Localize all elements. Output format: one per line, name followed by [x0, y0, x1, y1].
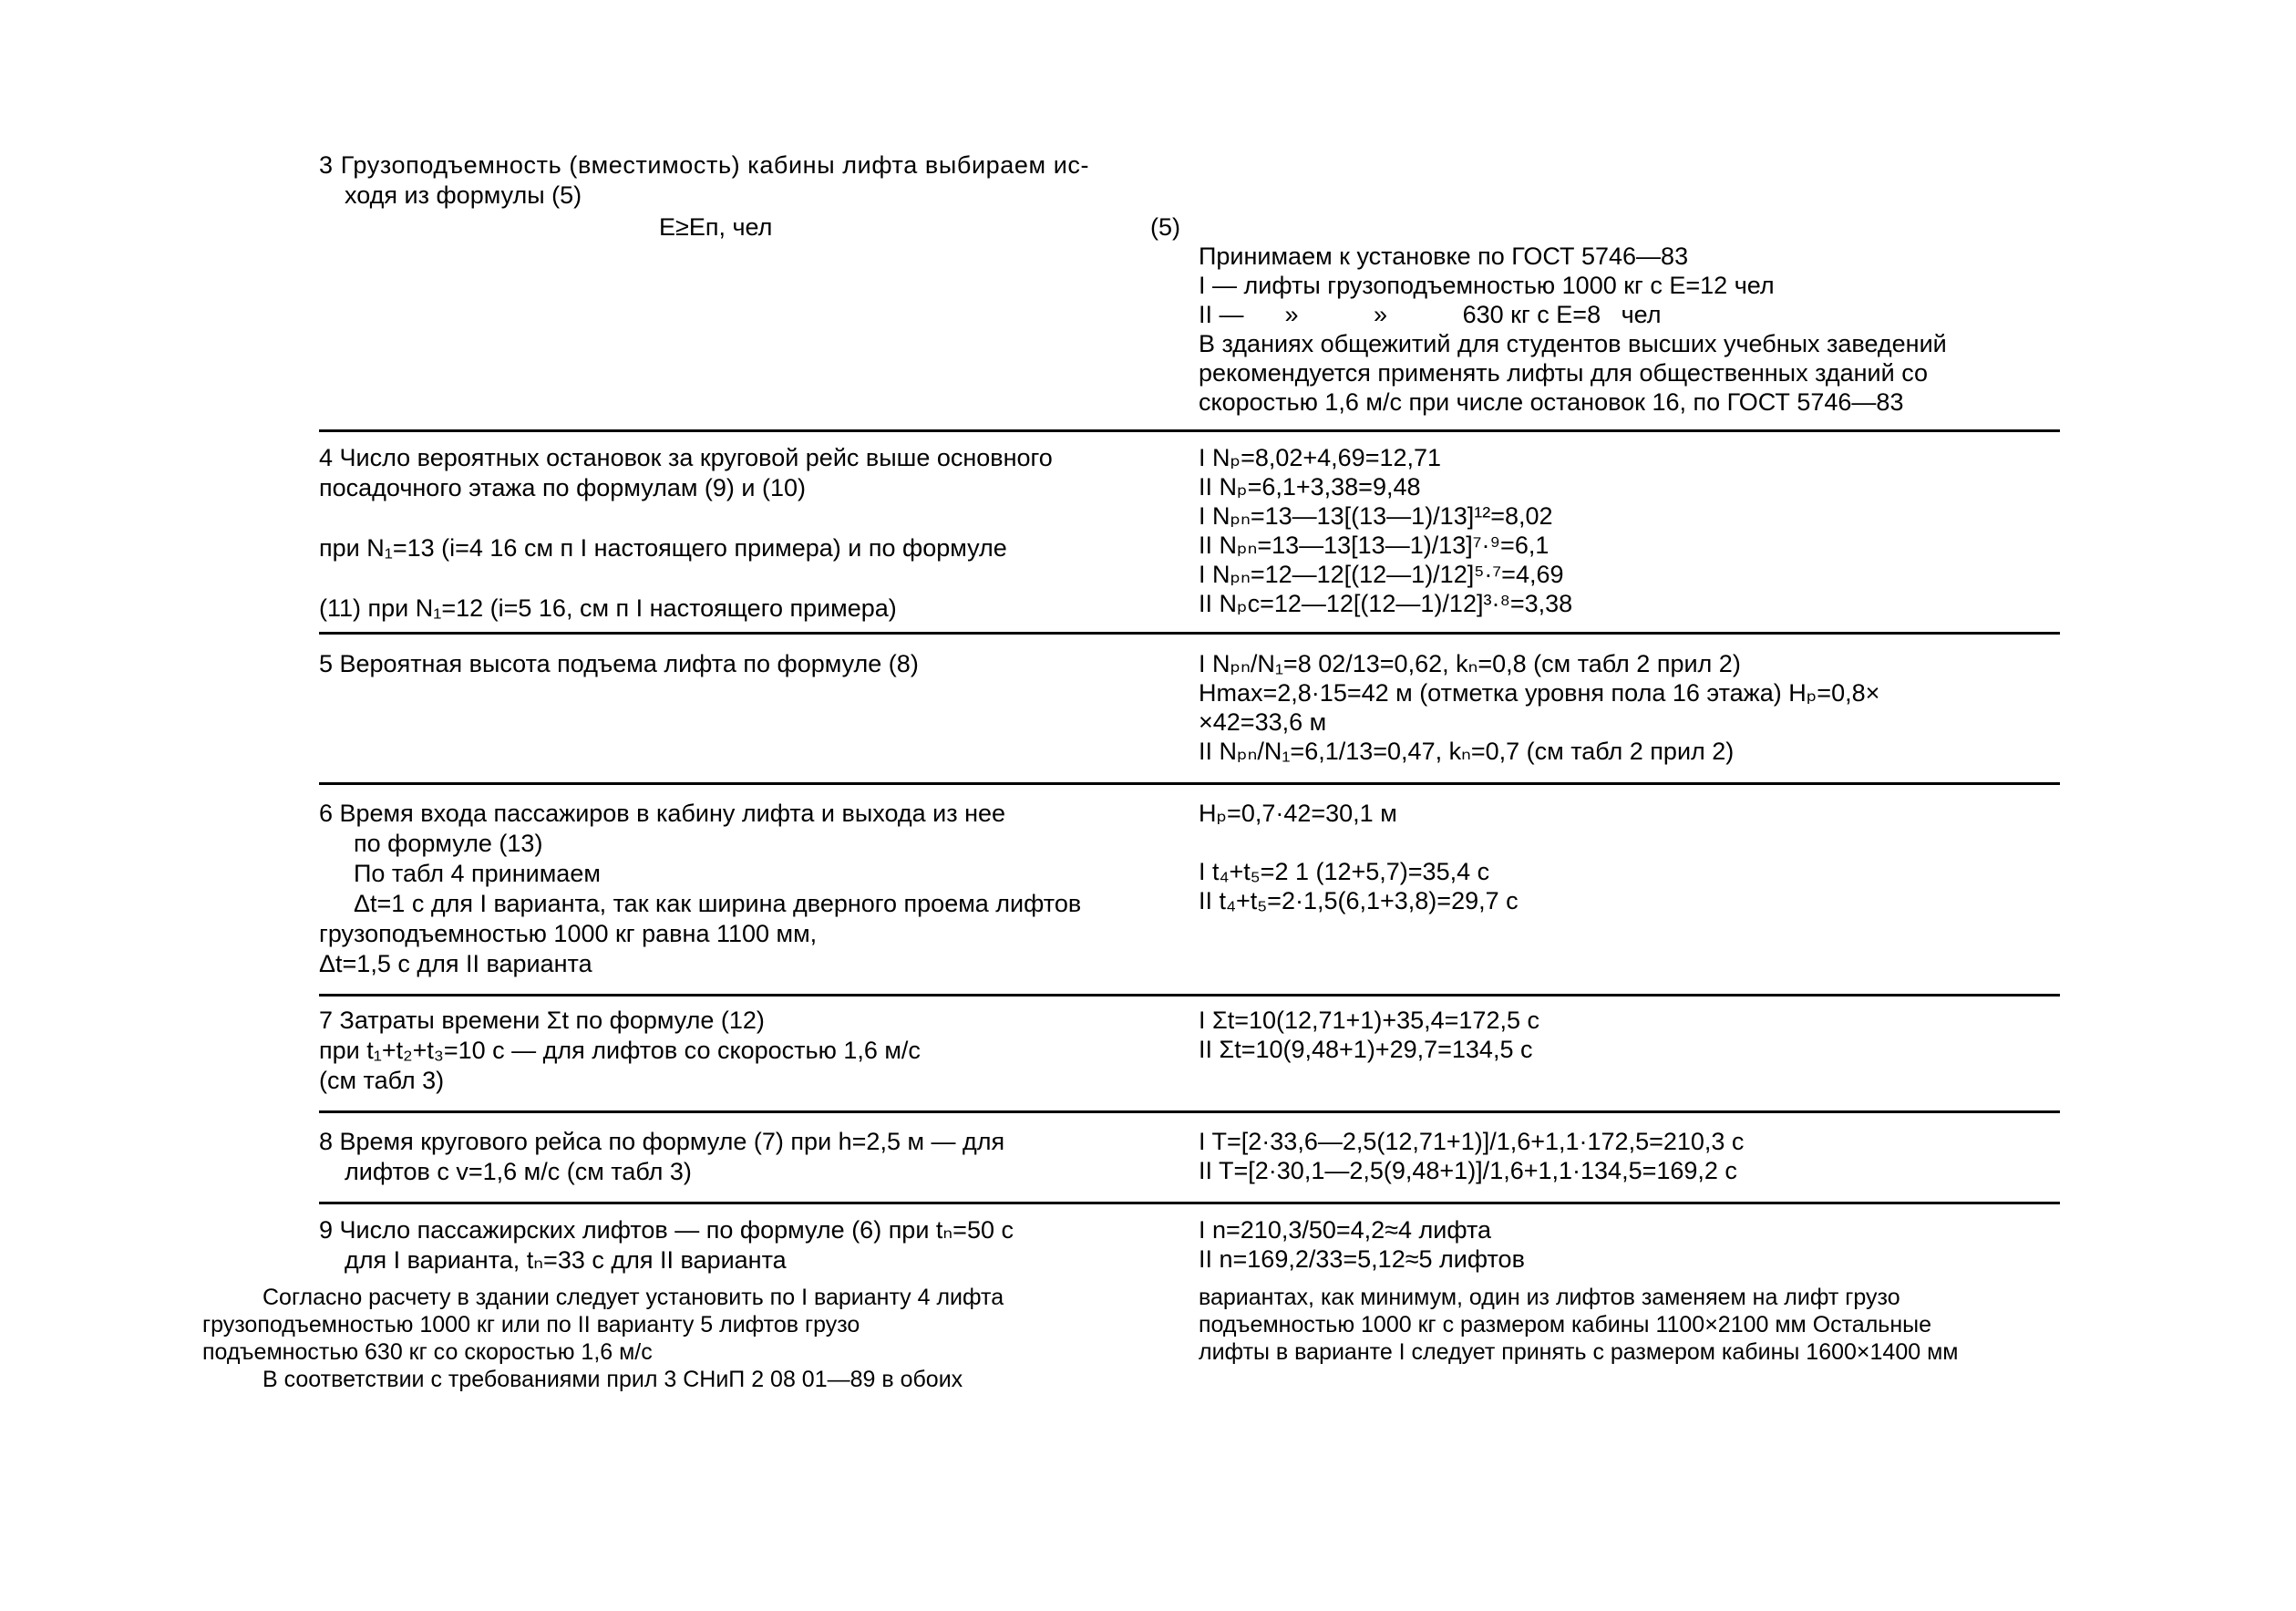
text-line: II t₄+t₅=2·1,5(6,1+3,8)=29,7 с [1199, 887, 1519, 914]
text-line: II T=[2·30,1—2,5(9,48+1)]/1,6+1,1·134,5=169,2 с [1199, 1157, 1737, 1184]
text-line: для I варианта, tₙ=33 с для II варианта [345, 1246, 787, 1274]
text-line: I — лифты грузоподъемностью 1000 кг с E=12 чел [1199, 272, 1775, 299]
text-line: 4 Число вероятных остановок за круговой рейс выше основного [319, 444, 1053, 471]
row-4-result [1199, 443, 2060, 618]
text-line: II Nₚ=6,1+3,38=9,48 [1199, 473, 1421, 501]
text-line: Согласно расчету в здании следует установить по I варианту 4 лифта [263, 1285, 1004, 1310]
text-line: I T=[2·33,6—2,5(12,71+1)]/1,6+1,1·172,5=210,3 с [1199, 1128, 1745, 1155]
row-divider [319, 994, 2060, 997]
text-line: Hmax=2,8·15=42 м (отметка уровня пола 16 этажа) Hₚ=0,8× [1199, 679, 1880, 707]
row-6-description [319, 799, 1185, 979]
row-7-result [1199, 1006, 2060, 1064]
text-line: (см табл 3) [319, 1067, 445, 1094]
calc-row-3 [319, 150, 2060, 424]
row-5-description [319, 649, 1185, 679]
calc-row-4 [319, 443, 2060, 625]
text-line: 7 Затраты времени Σt по формуле (12) [319, 1007, 765, 1034]
text-line: II — » » 630 кг с E=8 чел [1199, 301, 1662, 328]
text-line: лифтов с v=1,6 м/с (см табл 3) [345, 1158, 692, 1185]
text-line: В зданиях общежитий для студентов высших учебных заведений [1199, 330, 1947, 357]
text-line: грузоподъемностью 1000 кг или по II варианту 5 лифтов грузо [202, 1312, 860, 1337]
row-divider [319, 632, 2060, 635]
calc-row-9 [319, 1215, 2060, 1279]
row-9-description [319, 1215, 1185, 1275]
text-line: II n=169,2/33=5,12≈5 лифтов [1199, 1245, 1525, 1273]
text-line: II Σt=10(9,48+1)+29,7=134,5 с [1199, 1036, 1533, 1063]
text-line: 8 Время кругового рейса по формуле (7) при h=2,5 м — для [319, 1128, 1005, 1155]
row-8-description [319, 1127, 1185, 1187]
text-line: 9 Число пассажирских лифтов — по формуле (6) при tₙ=50 с [319, 1216, 1014, 1244]
text-line: подъемностью 1000 кг с размером кабины 1100×2100 мм Остальные [1199, 1312, 1932, 1337]
text-line: I n=210,3/50=4,2≈4 лифта [1199, 1216, 1492, 1244]
text-line: I Nₚₙ=13—13[(13—1)/13]¹²=8,02 [1199, 502, 1553, 530]
text-line: II Nₚₙ=13—13[13—1)/13]⁷·⁹=6,1 [1199, 532, 1550, 559]
row-5-result [1199, 649, 2060, 766]
text-line: В соответствии с требованиями прил 3 СНиП 2 08 01—89 в обоих [263, 1367, 963, 1392]
text-line: Hₚ=0,7·42=30,1 м [1199, 800, 1397, 827]
calc-row-8 [319, 1127, 2060, 1200]
calc-row-5 [319, 649, 2060, 777]
text-line: II Nₚₙ/N₁=6,1/13=0,47, kₙ=0,7 (см табл 2 прил 2) [1199, 738, 1735, 765]
row-8-result [1199, 1127, 2060, 1185]
text-line: посадочного этажа по формулам (9) и (10) [319, 474, 807, 501]
text-line: I Nₚ=8,02+4,69=12,71 [1199, 444, 1442, 471]
text-line: вариантах, как минимум, один из лифтов заменяем на лифт грузо [1199, 1285, 1900, 1310]
row-3-result [1199, 242, 2060, 417]
text-line: I Nₚₙ/N₁=8 02/13=0,62, kₙ=0,8 (см табл 2 прил 2) [1199, 650, 1741, 677]
row-9-result [1199, 1215, 2060, 1274]
text-line: рекомендуется применять лифты для общественных зданий со [1199, 359, 1929, 387]
text-line: при t₁+t₂+t₃=10 с — для лифтов со скоростью 1,6 м/с [319, 1037, 921, 1064]
text-line: ходя из формулы (5) [345, 181, 582, 209]
calc-row-6 [319, 799, 2060, 981]
row-6-result [1199, 799, 2060, 915]
row-divider [319, 1202, 2060, 1204]
text-line [319, 563, 1185, 594]
text-line: I t₄+t₅=2 1 (12+5,7)=35,4 с [1199, 858, 1490, 885]
text-line: Δt=1 с для I варианта, так как ширина дверного проема лифтов [354, 890, 1082, 917]
formula-number: (5) [1150, 213, 1180, 241]
formula-5: E≥Eп, чел [659, 213, 773, 241]
text-line: II Nₚc=12—12[(12—1)/12]³·⁸=3,38 [1199, 590, 1573, 617]
row-divider [319, 429, 2060, 432]
text-line: Δt=1,5 с для II варианта [319, 950, 592, 977]
text-line: скоростью 1,6 м/с при числе остановок 16, по ГОСТ 5746—83 [1199, 388, 1904, 416]
text-line: 6 Время входа пассажиров в кабину лифта и выхода из нее [319, 800, 1006, 827]
text-line: подъемностью 630 кг со скоростью 1,6 м/с [202, 1339, 653, 1365]
text-line: лифты в варианте I следует принять с размером кабины 1600×1400 мм [1199, 1339, 1959, 1365]
text-line: при N₁=13 (i=4 16 см п I настоящего примера) и по формуле [319, 534, 1007, 562]
text-line: 5 Вероятная высота подъема лифта по формуле (8) [319, 650, 919, 677]
text-line: По табл 4 принимаем [354, 860, 601, 887]
calc-row-7 [319, 1006, 2060, 1106]
text-line: (11) при N₁=12 (i=5 16, см п I настоящего примера) [319, 594, 897, 622]
text-line [319, 503, 1185, 533]
text-line: грузоподъемностью 1000 кг равна 1100 мм, [319, 920, 818, 947]
text-line: I Σt=10(12,71+1)+35,4=172,5 с [1199, 1007, 1539, 1034]
text-line: I Nₚₙ=12—12[(12—1)/12]⁵·⁷=4,69 [1199, 561, 1564, 588]
row-divider [319, 782, 2060, 785]
row-3-description [319, 150, 1185, 211]
row-7-description [319, 1006, 1185, 1096]
text-line: 3 Грузоподъемность (вместимость) кабины лифта выбираем ис- [319, 151, 1090, 179]
row-divider [319, 1110, 2060, 1113]
text-line: по формуле (13) [354, 830, 543, 857]
row-4-description [319, 443, 1185, 624]
text-line [1199, 828, 2060, 857]
summary-left-column [202, 1284, 1169, 1393]
text-line: ×42=33,6 м [1199, 708, 1327, 736]
text-line: Принимаем к установке по ГОСТ 5746—83 [1199, 243, 1689, 270]
summary-right-column [1199, 1284, 2156, 1366]
